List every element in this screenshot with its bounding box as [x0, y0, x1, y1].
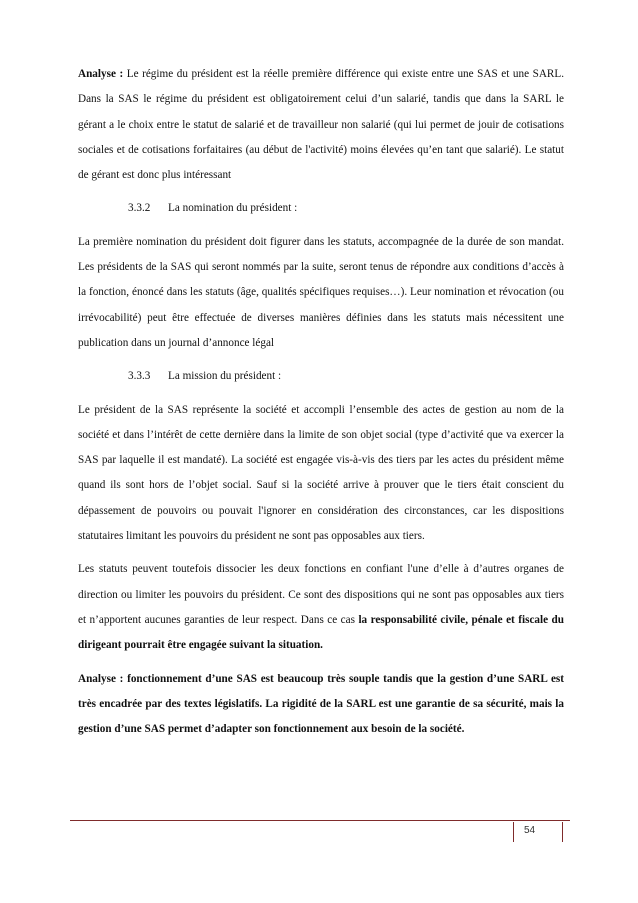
analysis-bold-text: Analyse : fonctionnement d’une SAS est beaucoup très souple tandis que la gestion d’une SARL est très encadrée par des textes législatifs. La rigidité de la SARL est une garantie de sa sécurité, mais la gestion d’une SAS permet d’adapter son fonctionnement aux besoin de la société.	[78, 672, 564, 736]
page-number-box	[513, 822, 563, 842]
section-heading-nomination	[128, 196, 564, 221]
section-number: 3.3.2	[128, 202, 151, 215]
statutes-bold-text: la responsabilité civile, pénale et fiscale du dirigeant pourrait être engagée suivant la situation.	[78, 613, 564, 652]
statutes-text: Les statuts peuvent toutefois dissocier les deux fonctions en confiant l'une d’elle à d’autres organes de direction ou limiter les pouvoirs du président. Ce sont des dispositions qui ne sont pas opposables aux tiers et n’apportent aucunes garanties de leur respect. Dans ce cas	[78, 563, 564, 626]
mission-paragraph: Le président de la SAS représente la société et accompli l’ensemble des actes de gestion au nom de la société et dans l’intérêt de cette dernière dans la limite de son objet social (type d’activité que va exercer la SAS par laquelle il est mandaté). La société est engagée vis-à-vis des tiers par les actes du président même quand ils sont hors de l’objet social. Sauf si la société arrive à prouver que le tiers était conscient du dépassement de pouvoirs ou pouvait l'ignorer en considération des circonstances, car les dispositions statutaires limitant les pouvoirs du président ne sont pas opposables aux tiers.	[78, 403, 564, 543]
page-number: 54	[524, 825, 536, 836]
analysis-label: Analyse :	[78, 68, 124, 80]
analysis-text: Le régime du président est la réelle première différence qui existe entre une SAS et une SARL. Dans la SAS le régime du président est obligatoirement celui d’un salarié, tandis que dans la SARL le gérant a le choix entre le statut de salarié et de travailleur non salarié (qui lui permet de jouir de cotisations sociales et de cotisations forfaitaires (au début de l'activité) moins élevées qu’en tant que salarié). Le statut de gérant est donc plus intéressant	[78, 68, 564, 182]
document-body	[78, 62, 564, 742]
analysis-paragraph-2	[78, 667, 564, 743]
section-title: La mission du président :	[168, 370, 282, 383]
nomination-paragraph: La première nomination du président doit figurer dans les statuts, accompagnée de la durée de son mandat. Les présidents de la SAS qui seront nommés par la suite, seront tenus de répondre aux conditions d’accès à la fonction, énoncé dans les statuts (âge, qualités spécifiques requises…). Leur nomination et révocation (ou irrévocabilité) peut être effectuée de diverses manières définies dans les statuts mais nécessitent une publication dans un journal d’annonce légal	[78, 235, 564, 349]
statutes-paragraph	[78, 557, 564, 658]
section-number: 3.3.3	[128, 370, 151, 383]
footer-divider	[70, 820, 570, 821]
section-title: La nomination du président :	[168, 202, 298, 215]
section-heading-mission	[128, 364, 564, 389]
analysis-paragraph-1	[78, 62, 564, 188]
